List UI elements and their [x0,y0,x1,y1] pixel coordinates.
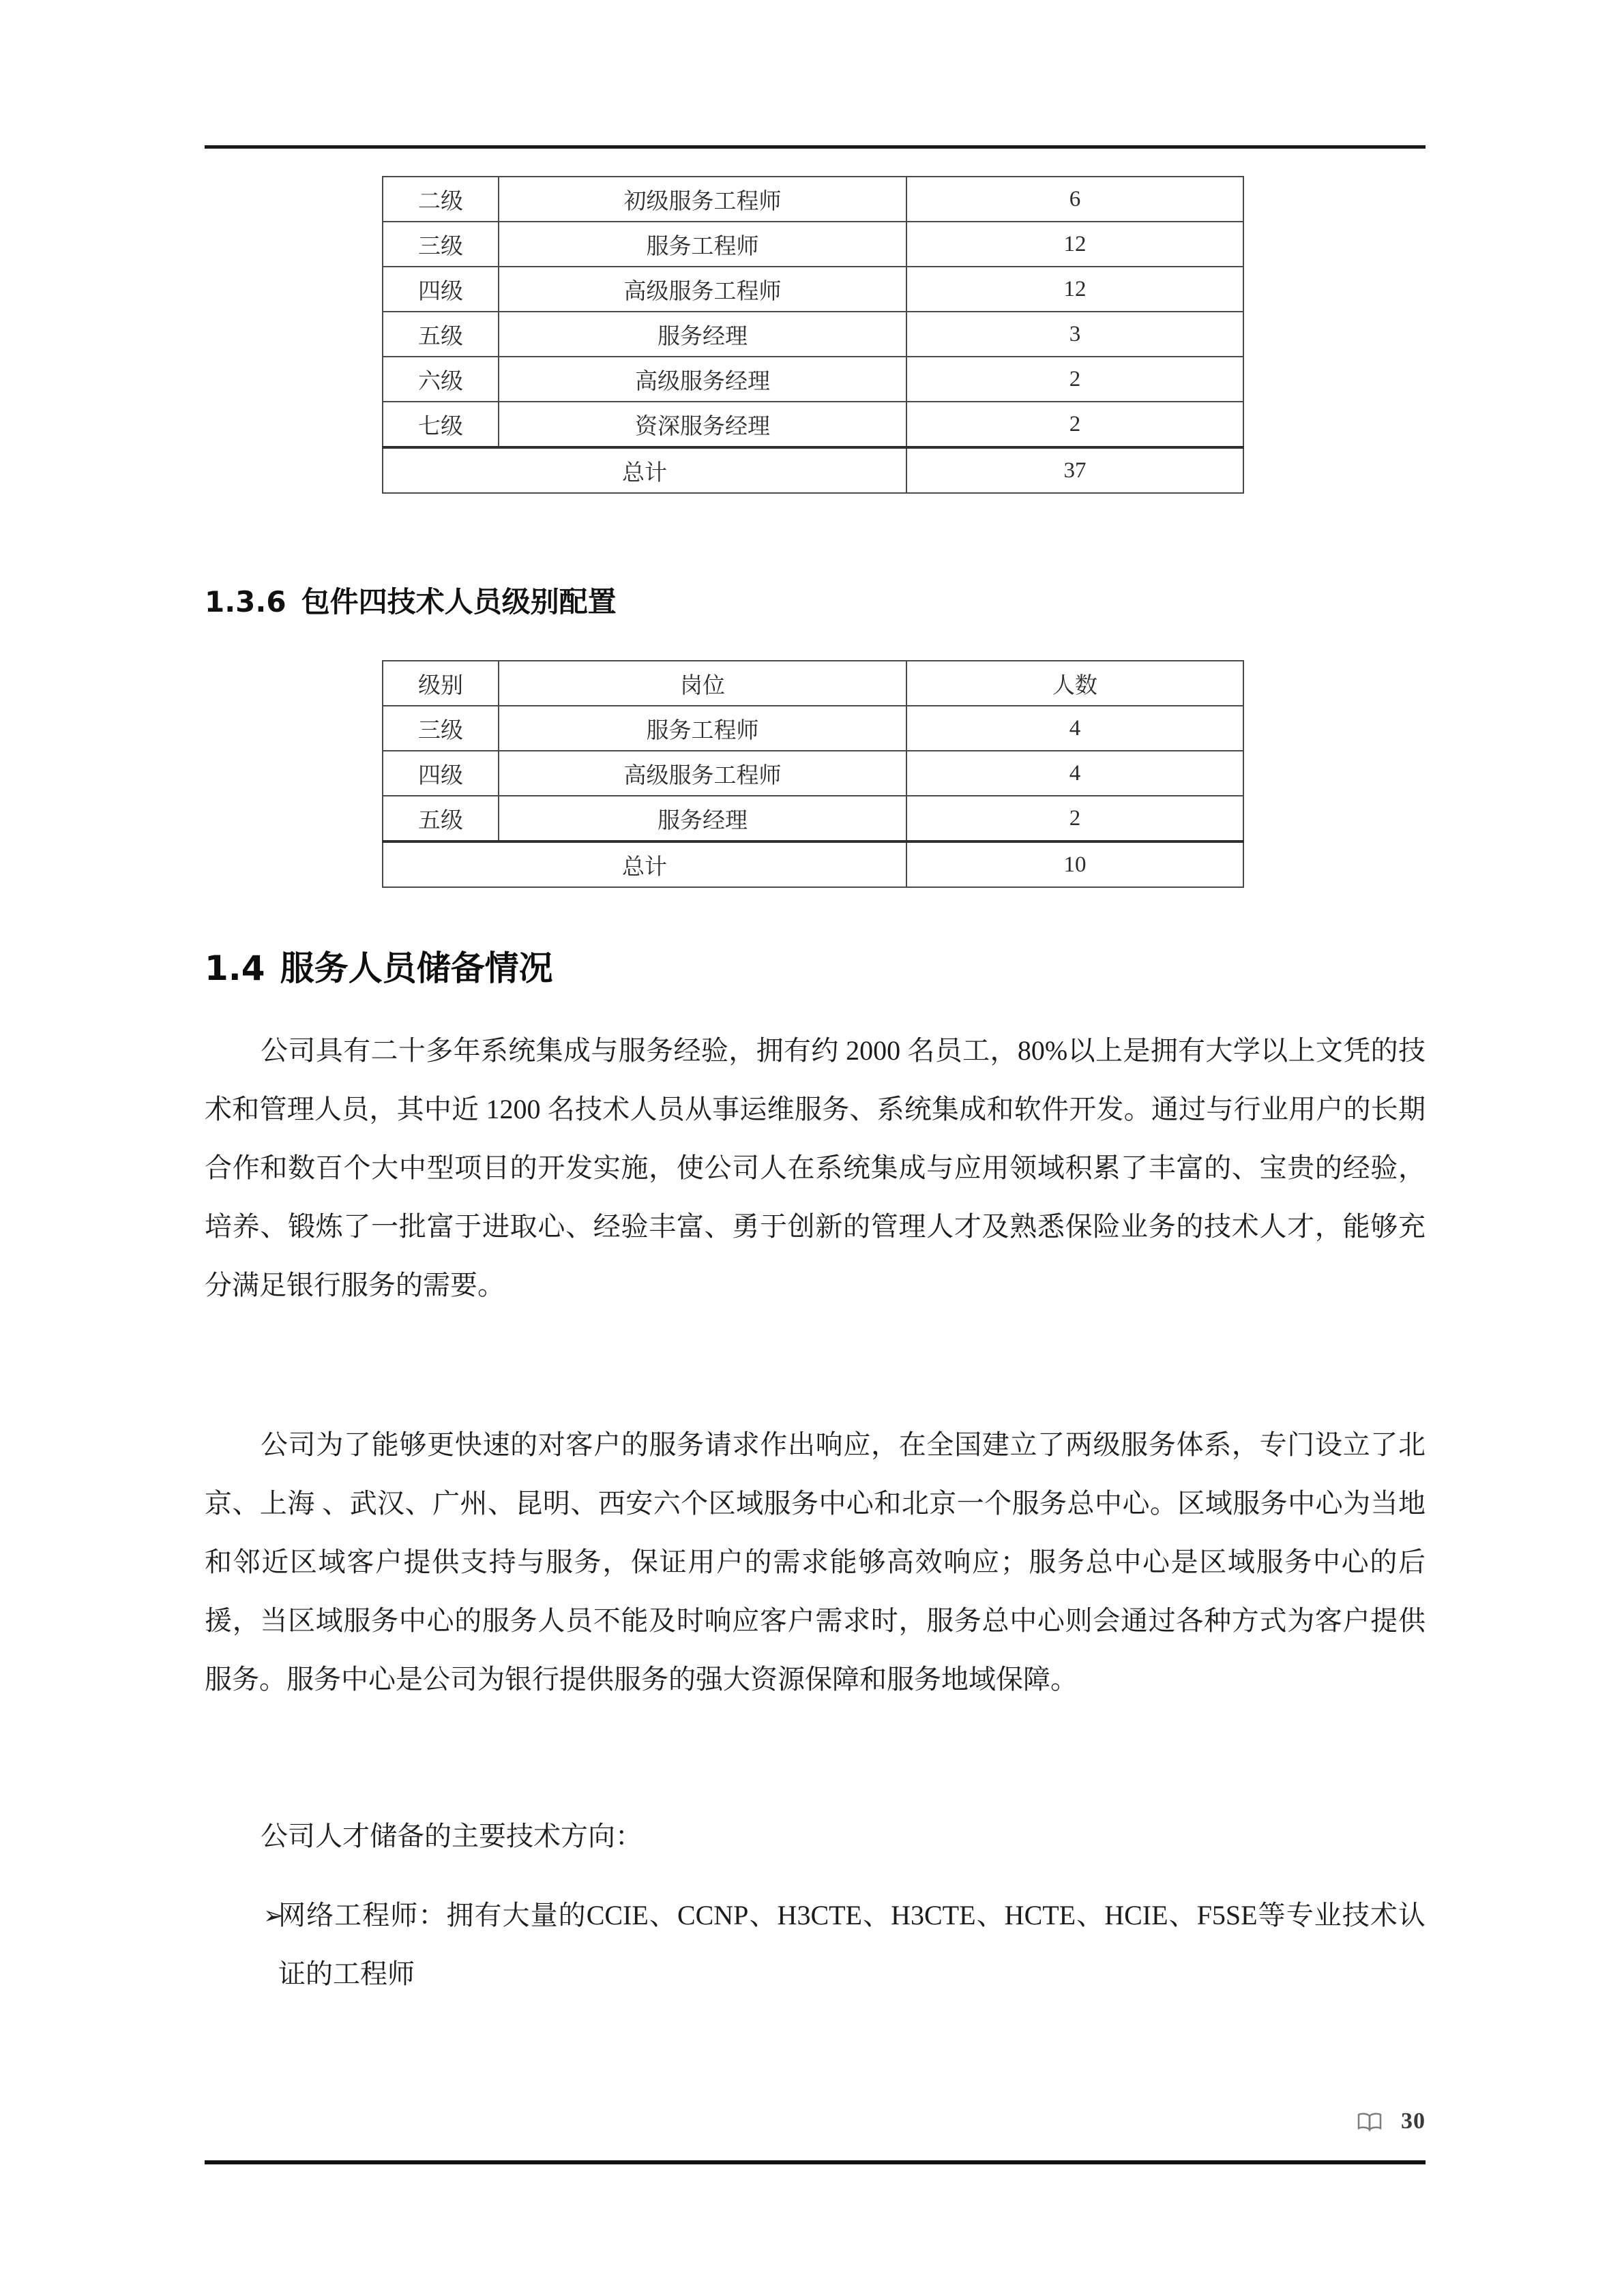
table-row [383,751,1243,796]
table-total-row [383,841,1243,887]
table-package-three [382,176,1244,494]
open-book-icon [1356,2111,1383,2132]
cell-count: 12 [906,267,1243,312]
cell-position: 高级服务经理 [499,357,906,402]
cell-position: 服务工程师 [499,706,906,751]
cell-count: 2 [906,357,1243,402]
column-header-count: 人数 [906,661,1243,706]
cell-position: 高级服务工程师 [499,267,906,312]
table-row [383,357,1243,402]
cell-level: 五级 [383,312,499,357]
cell-total-value: 10 [906,841,1243,887]
cell-level: 四级 [383,751,499,796]
page-footer [1356,2108,1426,2134]
cell-position: 资深服务经理 [499,402,906,447]
column-header-level: 级别 [383,661,499,706]
paragraph-tech-directions-lead: 公司人才储备的主要技术方向： [261,1821,643,1851]
section-title: 包件四技术人员级别配置 [301,585,617,618]
table-total-row [383,447,1243,493]
section-number: 1.3.6 [205,585,286,618]
section-heading-136 [205,580,617,621]
list-item [205,1886,1426,2003]
cell-position: 服务工程师 [499,222,906,267]
section-number: 1.4 [205,949,265,988]
cell-total-label: 总计 [383,447,906,493]
arrow-bullet-icon: ➢ [263,1902,284,1929]
column-header-position: 岗位 [499,661,906,706]
paragraph-talent-overview: 公司具有二十多年系统集成与服务经验，拥有约 2000 名员工，80%以上是拥有大学以上文凭的技术和管理人员，其中近 1200 名技术人员从事运维服务、系统集成和软件开发。通过与行业用户的长期合作和数百个大中型项目的开发实施，使公司人在系统集成与应用领域积累了丰富的、宝贵的经验，培养、锻炼了一批富于进取心、经验丰富、勇于创新的管理人才及熟悉保险业务的技术人才，能够充分满足银行服务的需要。 [205,1035,1426,1300]
cell-position: 服务经理 [499,796,906,841]
cell-position: 初级服务工程师 [499,177,906,222]
cell-count: 2 [906,402,1243,447]
table-row [383,267,1243,312]
table-row [383,796,1243,841]
table-row [383,402,1243,447]
section-heading-14 [205,941,553,990]
table-row [383,177,1243,222]
cell-level: 五级 [383,796,499,841]
footer-rule [205,2160,1426,2164]
paragraph-service-centers: 公司为了能够更快速的对客户的服务请求作出响应，在全国建立了两级服务体系，专门设立了北京、上海 、武汉、广州、昆明、西安六个区域服务中心和北京一个服务总中心。区域服务中心为当地和邻近区域客户提供支持与服务，保证用户的需求能够高效响应；服务总中心是区域服务中心的后援，当区域服务中心的服务人员不能及时响应客户需求时，服务总中心则会通过各种方式为客户提供服务。服务中心是公司为银行提供服务的强大资源保障和服务地域保障。 [205,1429,1426,1695]
cell-level: 六级 [383,357,499,402]
cell-total-value: 37 [906,447,1243,493]
table-package-three-wrapper [382,176,1243,494]
cell-count: 6 [906,177,1243,222]
header-rule [205,145,1426,149]
page-number: 30 [1401,2108,1426,2134]
cell-position: 高级服务工程师 [499,751,906,796]
cell-level: 四级 [383,267,499,312]
table-package-four [382,660,1244,888]
cell-count: 3 [906,312,1243,357]
cell-level: 二级 [383,177,499,222]
list-item-label: 网络工程师：拥有大量的CCIE、CCNP、H3CTE、H3CTE、HCTE、HCIE、F5SE等专业技术认证的工程师 [278,1900,1426,1989]
cell-count: 12 [906,222,1243,267]
table-row [383,706,1243,751]
cell-position: 服务经理 [499,312,906,357]
table-row [383,222,1243,267]
cell-level: 七级 [383,402,499,447]
cell-count: 4 [906,706,1243,751]
cell-count: 2 [906,796,1243,841]
cell-level: 三级 [383,222,499,267]
section-title: 服务人员储备情况 [280,949,553,988]
table-header-row [383,661,1243,706]
table-row [383,312,1243,357]
cell-count: 4 [906,751,1243,796]
table-package-four-wrapper [382,660,1243,888]
page-content [205,0,1426,2296]
cell-total-label: 总计 [383,841,906,887]
cell-level: 三级 [383,706,499,751]
